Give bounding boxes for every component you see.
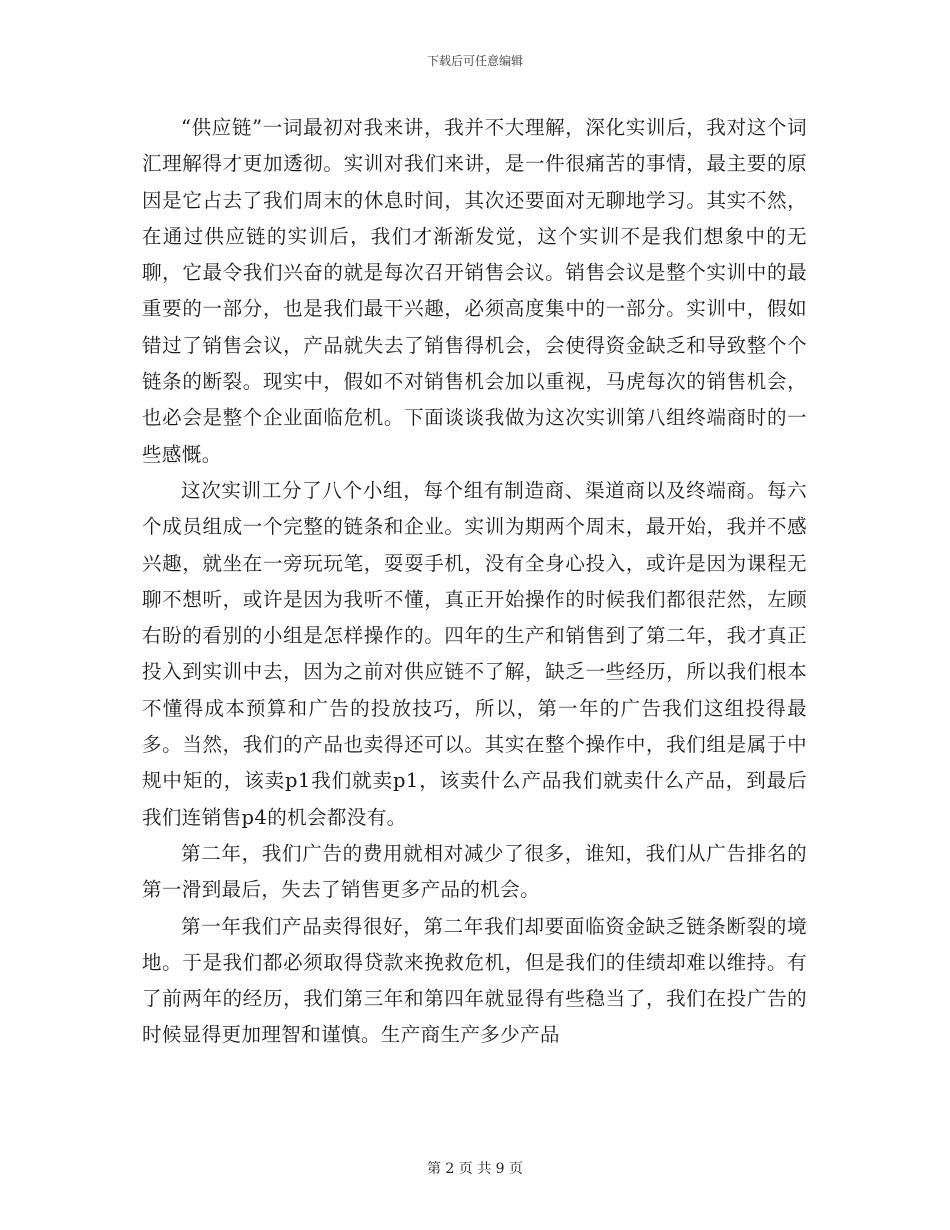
paragraph-1: “供应链”一词最初对我来讲，我并不大理解，深化实训后，我对这个词汇理解得才更加透彻。实训对我们来讲，是一件很痛苦的事情，最主要的原因是它占去了我们周末的休息时间，其次还要面对无聊地学习。其实不然，在通过供应链的实训后，我们才渐渐发觉，这个实训不是我们想象中的无聊，它最令我们兴奋的就是每次召开销售会议。销售会议是整个实训中的最重要的一部分，也是我们最干兴趣，必须高度集中的一部分。实训中，假如错过了销售会议，产品就失去了销售得机会，会使得资金缺乏和导致整个个链条的断裂。现实中，假如不对销售机会加以重视，马虎每次的销售机会，也必会是整个企业面临危机。下面谈谈我做为这次实训第八组终端商时的一些感慨。 (142, 116, 807, 466)
paragraph-3: 第二年，我们广告的费用就相对减少了很多，谁知，我们从广告排名的第一滑到最后，失去了销售更多产品的机会。 (142, 841, 807, 902)
page-header: 下载后可任意编辑 (426, 54, 523, 68)
page-number: 第 2 页 共 9 页 (426, 1161, 524, 1177)
paragraph-2: 这次实训工分了八个小组，每个组有制造商、渠道商以及终端商。每六个成员组成一个完整的链条和企业。实训为期两个周末，最开始，我并不感兴趣，就坐在一旁玩玩笔，耍耍手机，没有全身心投入，或许是因为课程无聊不想听，或许是因为我听不懂，真正开始操作的时候我们都很茫然，左顾右盼的看别的小组是怎样操作的。四年的生产和销售到了第二年，我才真正投入到实训中去，因为之前对供应链不了解，缺乏一些经历，所以我们根本不懂得成本预算和广告的投放技巧，所以，第一年的广告我们这组投得最多。当然，我们的产品也卖得还可以。其实在整个操作中，我们组是属于中规中矩的，该卖p1我们就卖p1，该卖什么产品我们就卖什么产品，到最后我们连销售p4的机会都没有。 (142, 478, 807, 829)
paragraph-4: 第一年我们产品卖得很好，第二年我们却要面临资金缺乏链条断裂的境地。于是我们都必须取得贷款来挽救危机，但是我们的佳绩却难以维持。有了前两年的经历，我们第三年和第四年就显得有些稳当了，我们在投广告的时候显得更加理智和谨慎。生产商生产多少产品 (142, 914, 807, 1047)
document-body (142, 110, 807, 1054)
